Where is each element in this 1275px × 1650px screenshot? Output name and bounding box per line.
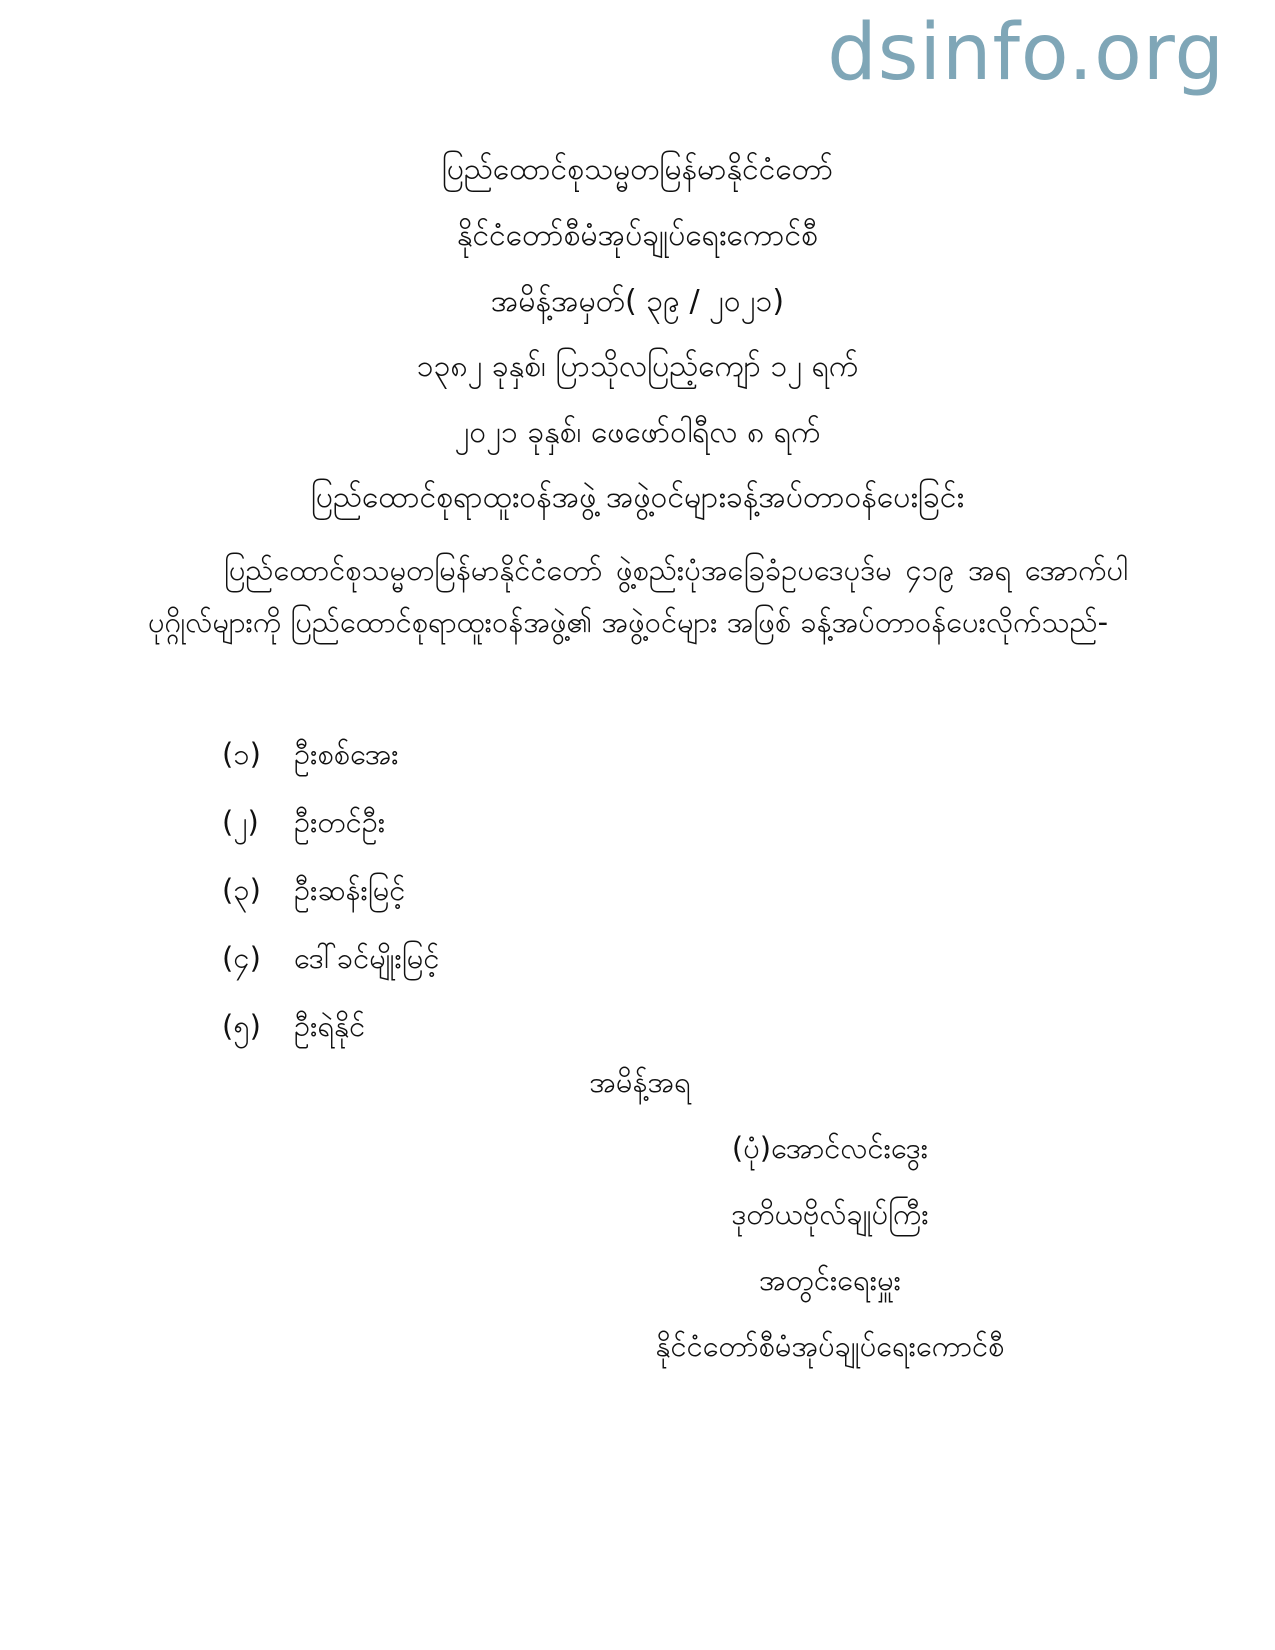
order-number: အမိန့်အမှတ်( ၃၉ / ၂၀၂၁) xyxy=(490,284,785,319)
heading-council: နိုင်ငံတော်စီမံအုပ်ချုပ်ရေးကောင်စီ xyxy=(457,218,818,253)
list-item xyxy=(222,734,439,802)
heading-country: ပြည်ထောင်စုသမ္မတမြန်မာနိုင်ငံတော် xyxy=(441,152,834,187)
list-item-number: (၃) xyxy=(222,873,261,907)
order-body-paragraph xyxy=(148,544,1128,648)
myanmar-date: ၁၃၈၂ ခုနှစ်၊ ပြာသိုလပြည့်ကျော် ၁၂ ရက် xyxy=(416,349,859,384)
member-list xyxy=(222,734,439,1074)
signatory-title: အတွင်းရေးမှူး xyxy=(759,1263,901,1297)
list-item xyxy=(222,802,439,870)
signatory-name: (ပုံ)အောင်လင်းဒွေး xyxy=(731,1131,929,1165)
paragraph-text: ပြည်ထောင်စုသမ္မတမြန်မာနိုင်ငံတော် ဖွဲ့စည်းပုံအခြေခံဥပဒေပုဒ်မ ၄၁၉ အရ အောက်ပါ ပုဂ္ဂိုလ်များကို ပြည်ထောင်စုရာထူးဝန်အဖွဲ့၏ အဖွဲ့ဝင်များ အဖြစ် ခန့်အပ်တာဝန်ပေးလိုက်သည်- xyxy=(148,553,1128,639)
list-item-number: (၂) xyxy=(222,805,259,839)
list-item xyxy=(222,1006,439,1074)
list-item-name: ဒေါ်ခင်မျိုးမြင့် xyxy=(294,941,440,975)
order-subject: ပြည်ထောင်စုရာထူးဝန်အဖွဲ့ အဖွဲ့ဝင်များခန့်အပ်တာဝန်ပေးခြင်း xyxy=(310,480,965,515)
by-order-label: အမိန့်အရ xyxy=(589,1065,691,1099)
gregorian-date: ၂၀၂၁ ခုနှစ်၊ ဖေဖော်ဝါရီလ ၈ ရက် xyxy=(454,415,821,450)
signatory-rank: ဒုတိယဗိုလ်ချုပ်ကြီး xyxy=(731,1197,929,1231)
list-item-name: ဦးတင်ဦး xyxy=(294,805,386,839)
list-item-name: ဦးရဲနိုင် xyxy=(294,1009,366,1043)
list-item xyxy=(222,938,439,1006)
list-item-number: (၅) xyxy=(222,1009,261,1043)
list-item-name: ဦးဆန်းမြင့် xyxy=(294,873,406,907)
signatory-organization: နိုင်ငံတော်စီမံအုပ်ချုပ်ရေးကောင်စီ xyxy=(655,1329,1005,1363)
watermark-logo: dsinfo.org xyxy=(827,8,1225,98)
list-item-name: ဦးစစ်အေး xyxy=(294,737,399,771)
list-item-number: (၁) xyxy=(222,737,261,771)
list-item xyxy=(222,870,439,938)
list-item-number: (၄) xyxy=(222,941,261,975)
